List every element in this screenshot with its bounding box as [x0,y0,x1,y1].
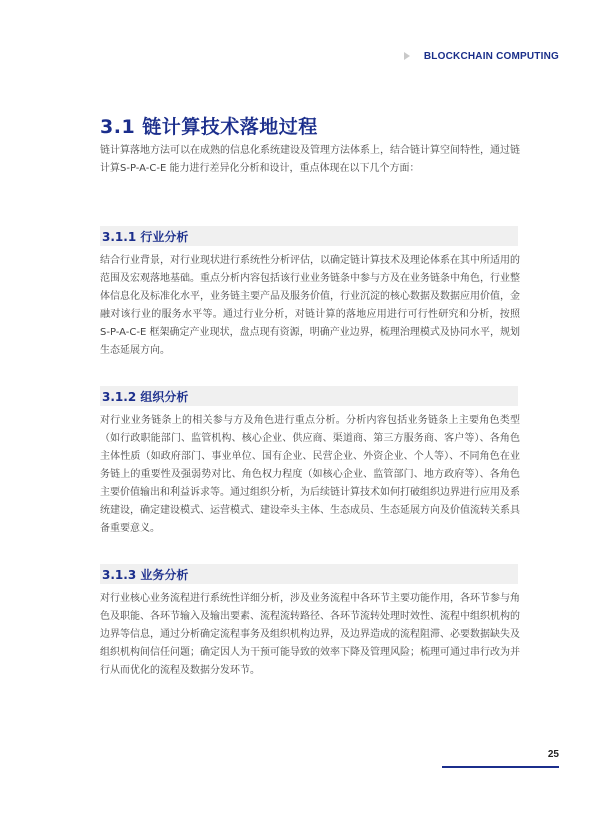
page-header [404,48,559,64]
footer-divider [442,766,559,768]
subsection-body-business: 对行业核心业务流程进行系统性详细分析，涉及业务流程中各环节主要功能作用，各环节参与角色及职能、各环节输入及输出要素、流程流转路径、各环节流转处理时效性、流程中组织机构的边界等信息，通过分析确定流程事务及组织机构边界，及边界造成的流程阻滞、必要数据缺失及组织机构间信任问题；确定因人为干预可能导致的效率下降及管理风险；梳理可通过串行改为并行从而优化的流程及数据分发环节。 [100,593,520,676]
section-intro: 链计算落地方法可以在成熟的信息化系统建设及管理方法体系上，结合链计算空间特性，通过链计算S-P-A-C-E 能力进行差异化分析和设计，重点体现在以下几个方面： [100,145,520,174]
subsection-title: 3.1.3 业务分析 [102,567,189,582]
subsection-body-industry: 结合行业背景，对行业现状进行系统性分析评估，以确定链计算技术及理论体系在其中所适用的范围及宏观落地基础。重点分析内容包括该行业业务链条中参与方及在业务链条中角色，行业整体信息化及标准化水平，业务链主要产品及服务价值，行业沉淀的核心数据及数据应用价值，金融对该行业的服务水平等。通过行业分析，对链计算的落地应用进行可行性研究和分析，按照 S-P-A-C-E 框架确定产业现状，盘点现有资源，明确产业边界，梳理治理模式及协同水平，规划生态延展方向。 [100,255,520,356]
subsection-title: 3.1.2 组织分析 [102,389,189,404]
play-arrow-icon [404,52,410,60]
subsection-header-business [100,564,518,584]
section-title: 3.1 链计算技术落地过程 [100,116,318,138]
header-title: BLOCKCHAIN COMPUTING [423,50,559,62]
subsection-header-industry [100,226,518,246]
subsection-header-organization [100,386,518,406]
subsection-body-organization: 对行业业务链条上的相关参与方及角色进行重点分析。分析内容包括业务链条上主要角色类型（如行政职能部门、监管机构、核心企业、供应商、渠道商、第三方服务商、客户等）、各角色主体性质（如政府部门、事业单位、国有企业、民营企业、外资企业、个人等）、不同角色在业务链上的重要性及强弱势对比、角色权力程度（如核心企业、监管部门、地方政府等）、各角色主要价值输出和利益诉求等。通过组织分析，为后续链计算技术如何打破组织边界进行应用及系统建设，确定建设模式、运营模式、建设牵头主体、生态成员、生态延展方向及价值流转关系具备重要意义。 [100,415,520,534]
page-number: 25 [547,749,559,760]
subsection-title: 3.1.1 行业分析 [102,229,189,244]
